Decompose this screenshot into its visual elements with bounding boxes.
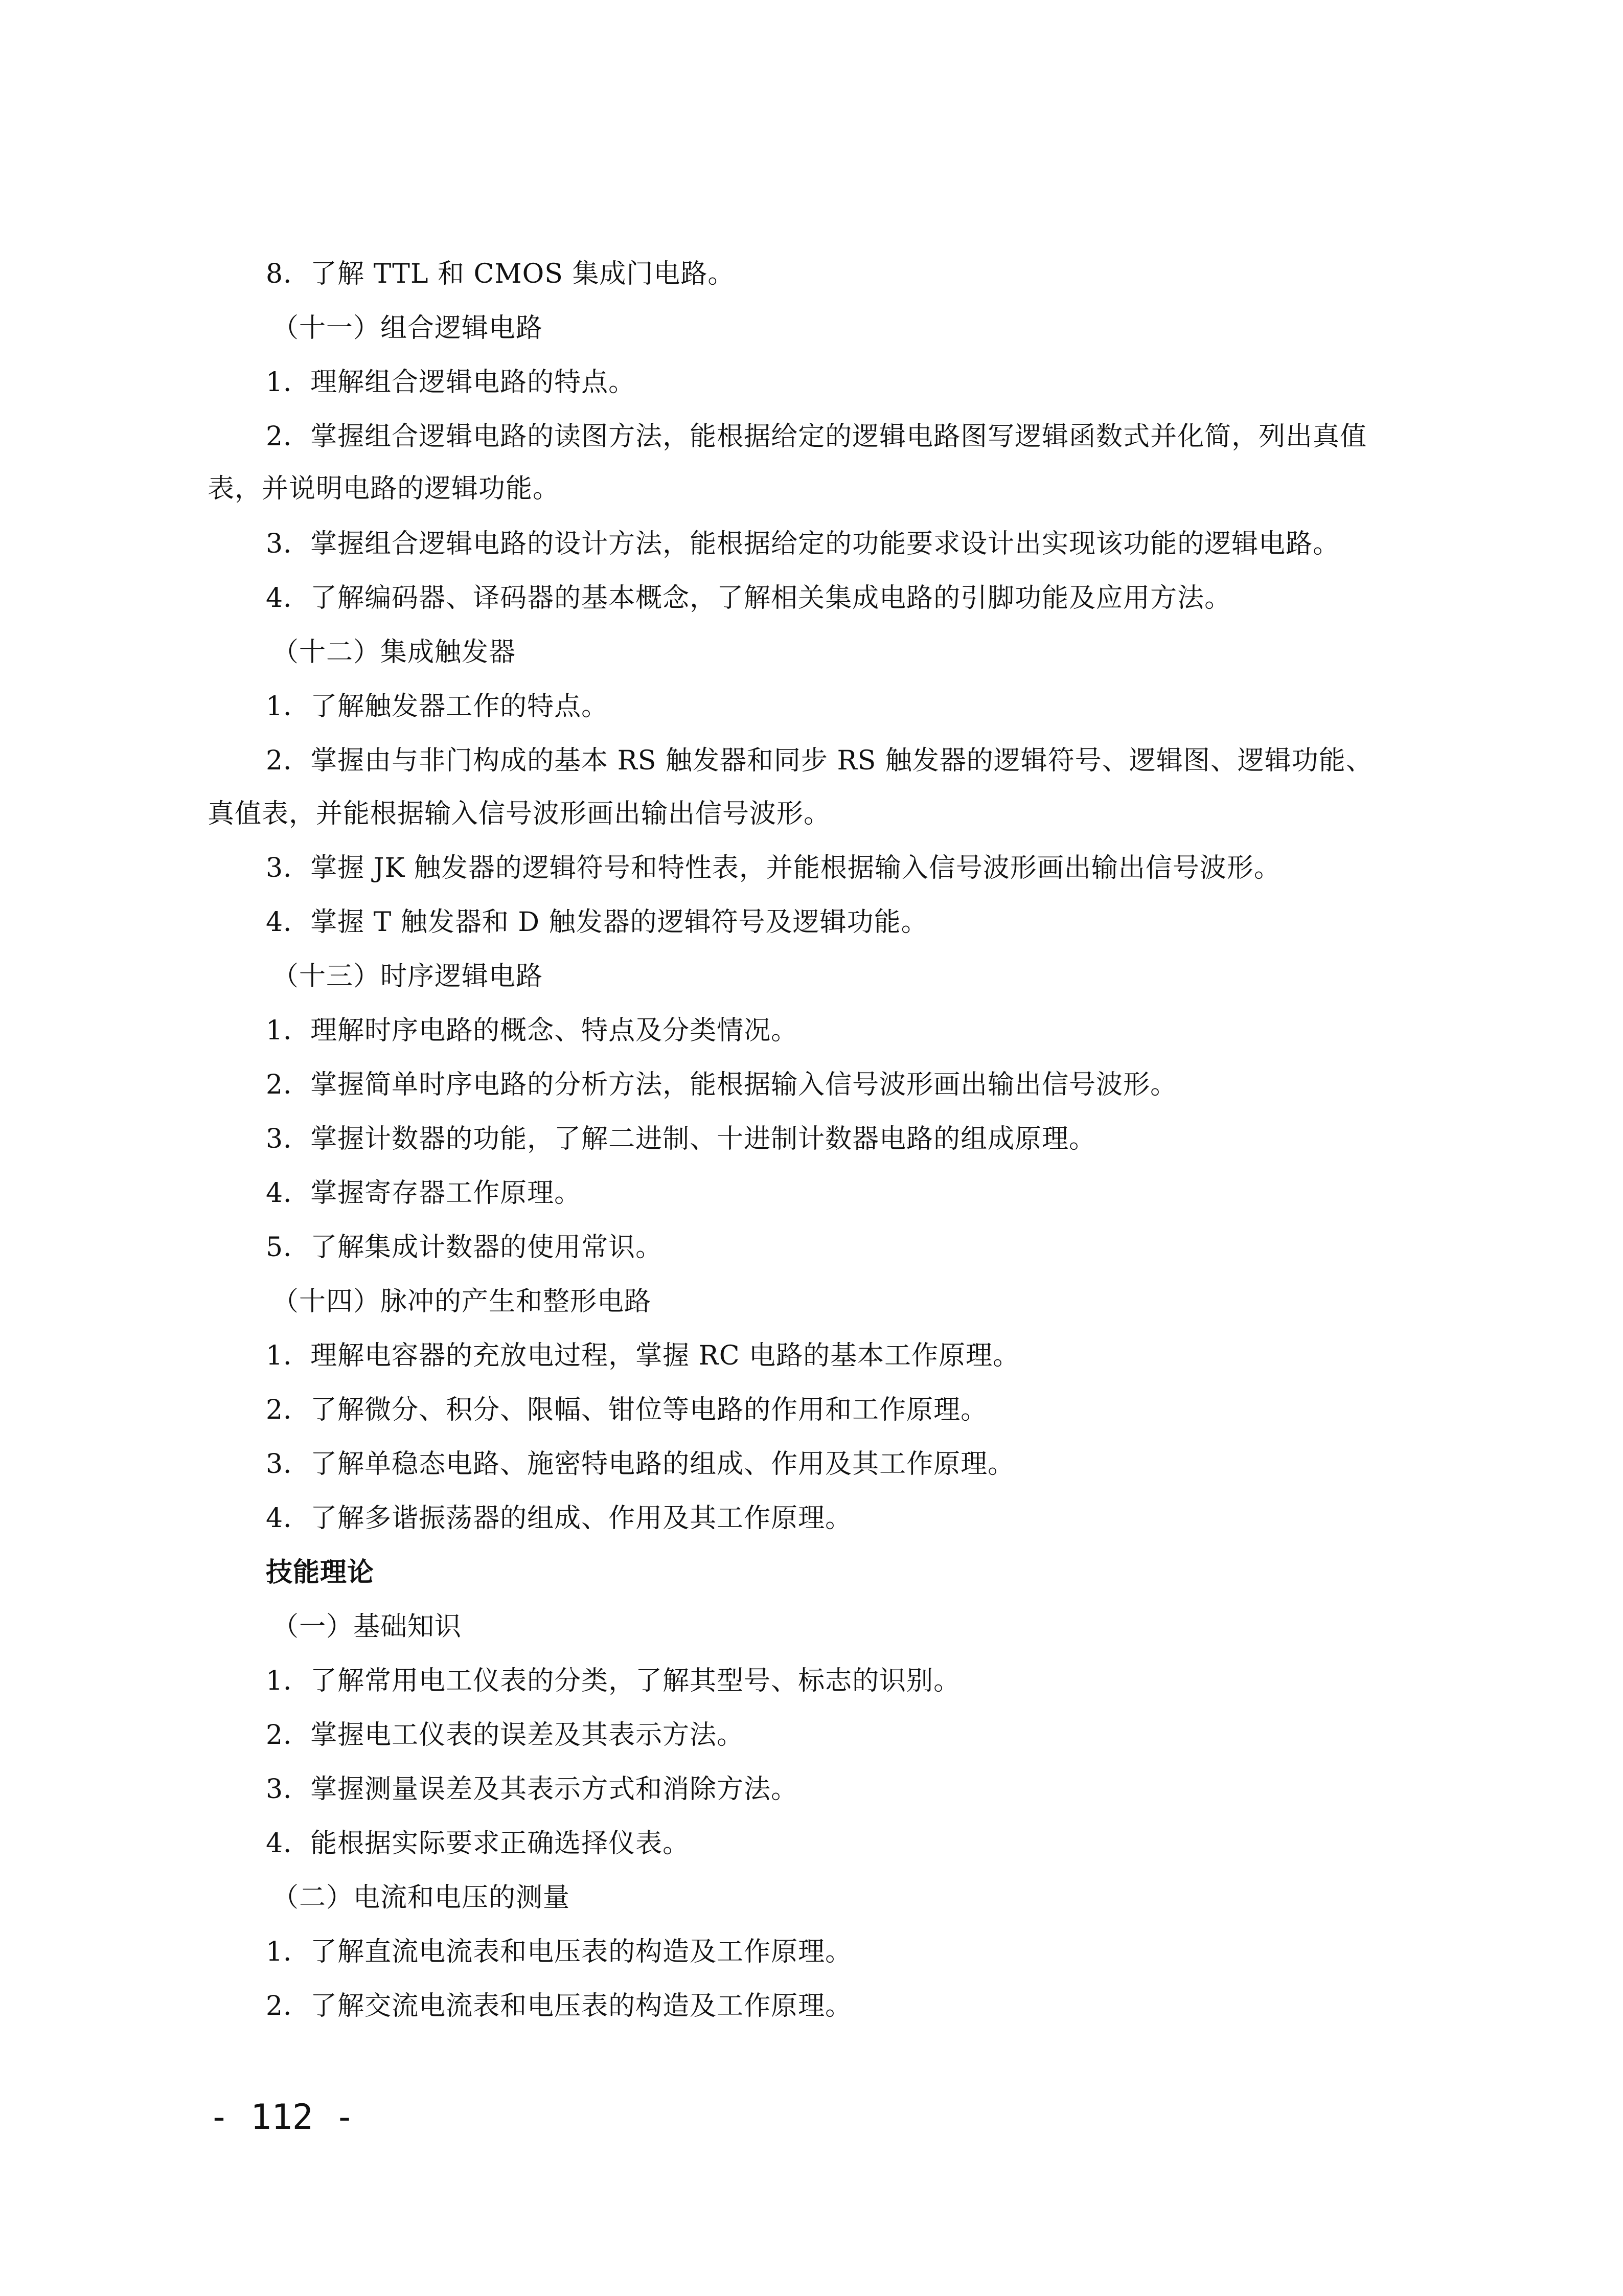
text-line: 2．掌握电工仪表的误差及其表示方法。 bbox=[266, 1720, 744, 1751]
text-line: 3．掌握 JK 触发器的逻辑符号和特性表，并能根据输入信号波形画出输出信号波形。 bbox=[266, 853, 1281, 883]
text-line: 1．理解电容器的充放电过程，掌握 RC 电路的基本工作原理。 bbox=[266, 1340, 1020, 1371]
text-line: 1．了解常用电工仪表的分类，了解其型号、标志的识别。 bbox=[266, 1666, 961, 1696]
text-line: 4．掌握 T 触发器和 D 触发器的逻辑符号及逻辑功能。 bbox=[266, 907, 928, 938]
section-heading: 技能理论 bbox=[266, 1557, 375, 1588]
text-line: 8．了解 TTL 和 CMOS 集成门电路。 bbox=[266, 259, 735, 289]
subsection-title: （十四）脉冲的产生和整形电路 bbox=[272, 1286, 652, 1317]
text-line: 真值表，并能根据输入信号波形画出输出信号波形。 bbox=[208, 799, 831, 829]
subsection-title: （十一）组合逻辑电路 bbox=[272, 313, 543, 344]
subsection-title: （二）电流和电压的测量 bbox=[272, 1882, 570, 1913]
page-number: - 112 - bbox=[209, 2097, 355, 2138]
text-line: 2．掌握组合逻辑电路的读图方法，能根据给定的逻辑电路图写逻辑函数式并化简，列出真值 bbox=[266, 421, 1367, 452]
text-line: 3．掌握测量误差及其表示方式和消除方法。 bbox=[266, 1774, 798, 1805]
text-line: 4．了解多谐振荡器的组成、作用及其工作原理。 bbox=[266, 1503, 853, 1534]
text-line: 2．了解交流电流表和电压表的构造及工作原理。 bbox=[266, 1991, 853, 2021]
subsection-title: （一）基础知识 bbox=[272, 1611, 462, 1642]
subsection-title: （十二）集成触发器 bbox=[272, 637, 516, 668]
text-line: 1．理解时序电路的概念、特点及分类情况。 bbox=[266, 1015, 798, 1046]
text-line: 3．了解单稳态电路、施密特电路的组成、作用及其工作原理。 bbox=[266, 1449, 1015, 1480]
text-line: 3．掌握组合逻辑电路的设计方法，能根据给定的功能要求设计出实现该功能的逻辑电路。 bbox=[266, 529, 1340, 559]
text-line: 1．理解组合逻辑电路的特点。 bbox=[266, 367, 636, 398]
text-line: 2．掌握简单时序电路的分析方法，能根据输入信号波形画出输出信号波形。 bbox=[266, 1070, 1178, 1100]
subsection-title: （十三）时序逻辑电路 bbox=[272, 961, 543, 992]
text-line: 1．了解触发器工作的特点。 bbox=[266, 691, 609, 722]
text-line: 2．了解微分、积分、限幅、钳位等电路的作用和工作原理。 bbox=[266, 1395, 988, 1425]
text-line: 4．掌握寄存器工作原理。 bbox=[266, 1178, 582, 1209]
text-line: 1．了解直流电流表和电压表的构造及工作原理。 bbox=[266, 1937, 853, 1967]
text-line: 4．了解编码器、译码器的基本概念，了解相关集成电路的引脚功能及应用方法。 bbox=[266, 583, 1232, 613]
text-line: 表，并说明电路的逻辑功能。 bbox=[208, 473, 560, 504]
text-line: 5．了解集成计数器的使用常识。 bbox=[266, 1232, 663, 1263]
text-line: 3．掌握计数器的功能，了解二进制、十进制计数器电路的组成原理。 bbox=[266, 1124, 1096, 1154]
text-line: 2．掌握由与非门构成的基本 RS 触发器和同步 RS 触发器的逻辑符号、逻辑图、逻辑功能、 bbox=[266, 745, 1373, 776]
text-line: 4．能根据实际要求正确选择仪表。 bbox=[266, 1828, 690, 1859]
